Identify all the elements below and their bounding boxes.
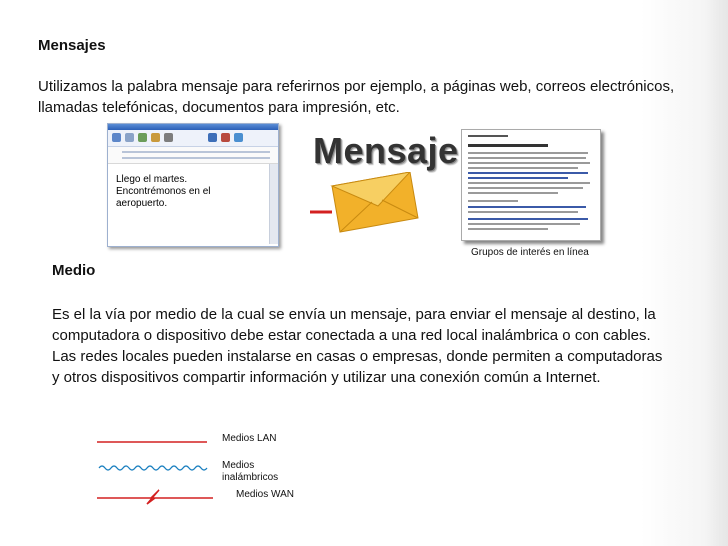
text-line [468,135,508,137]
email-toolbar [108,130,278,147]
envelope-icon [310,172,420,237]
legend-wireless-label [222,460,278,484]
email-body-line: Llego el martes. [116,174,188,185]
to-field [122,151,270,153]
text-line [468,144,548,147]
link-line [468,218,588,220]
text-line [468,211,578,213]
text-line [468,223,580,225]
link-line [468,172,588,174]
legend-wireless-line2: inalámbricos [222,472,279,483]
email-client-image [107,123,279,247]
email-message-body [116,174,211,210]
legend-wan-label: Medios WAN [236,489,294,500]
text-line [468,228,548,230]
slide-edge-shade [706,0,728,546]
paste-icon [151,133,160,142]
text-line [468,182,590,184]
media-legend-lines [95,432,215,512]
text-line [468,192,558,194]
section-paragraph-mensajes: Utilizamos la palabra mensaje para referirnos por ejemplo, a páginas web, correos electrónicos, llamadas telefónicas, documentos para impresión, etc. [38,78,675,116]
attach-icon [208,133,217,142]
priority-icon [234,133,243,142]
link-line [468,177,568,179]
newsgroup-caption: Grupos de interés en línea [471,247,589,258]
section-heading-mensajes: Mensajes [38,37,106,54]
link-line [468,206,586,208]
undo-icon [164,133,173,142]
wireless-line [99,466,207,470]
section-heading-medio: Medio [52,262,96,279]
email-body-line: Encontrémonos en el [116,186,211,197]
copy-icon [138,133,147,142]
text-line [468,152,588,154]
mensaje-title-graphic: Mensaje [313,130,459,171]
text-line [468,162,590,164]
text-line [468,157,586,159]
section-paragraph-medio: Es el la vía por medio de la cual se envía un mensaje, para enviar el mensaje al destino, la computadora o dispositivo debe estar conectada a una red local inalámbrica o con cables. Las redes locales pueden instalarse en casas o empresas, donde permiten a computadoras y otros dispositivos compartir información y utilizar una conexión común a Internet. [52,306,663,386]
email-body-line: aeropuerto. [116,198,168,209]
text-line [468,200,518,202]
cut-icon [125,133,134,142]
legend-wireless-line1: Medios [222,460,255,471]
email-header-fields [108,147,278,164]
legend-lan-label: Medios LAN [222,433,277,444]
wan-line [97,490,213,504]
subject-field [122,157,270,159]
send-icon [112,133,121,142]
text-line [468,187,583,189]
email-scrollbar [269,164,278,244]
text-line [468,167,578,169]
newsgroup-page-image [461,129,601,241]
spell-icon [221,133,230,142]
